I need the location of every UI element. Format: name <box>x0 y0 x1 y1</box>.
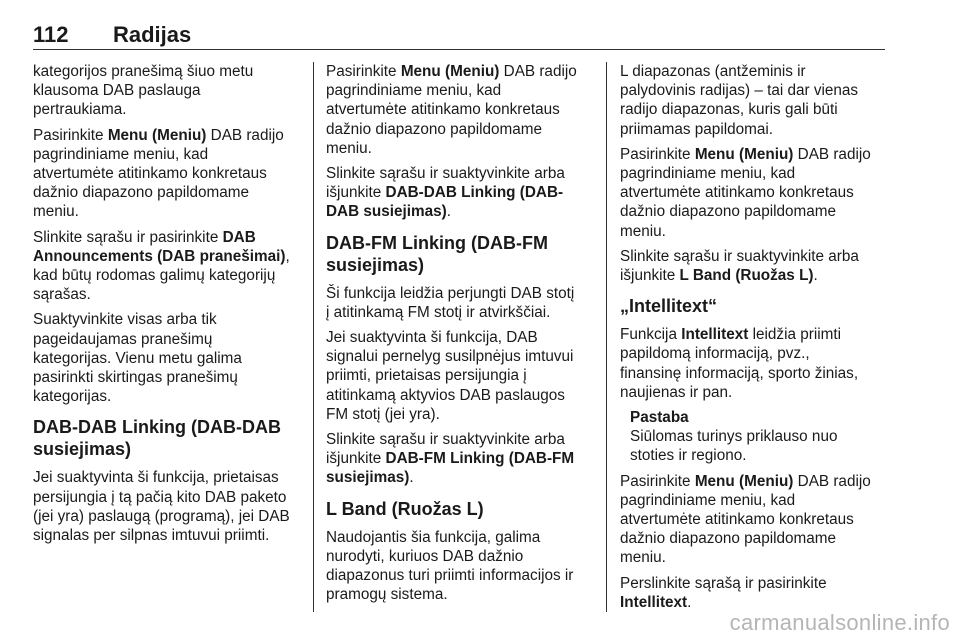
text: . <box>813 267 818 285</box>
note-box <box>620 408 886 466</box>
text: DAB radijo pagrindiniame meniu, kad atvertumėte atitinkamo konkretaus dažnio diapazono papildomame meniu. <box>33 126 284 221</box>
bold-term: Menu (Meniu) <box>400 63 500 80</box>
paragraph <box>326 164 592 222</box>
chapter-title: Radijas <box>113 22 192 47</box>
text: . <box>687 593 692 611</box>
paragraph <box>33 126 301 222</box>
section-heading: L Band (Ruožas L) <box>326 498 484 519</box>
text: DAB radijo pagrindiniame meniu, kad atvertumėte atitinkamo konkretaus dažnio diapazono papildomame meniu. <box>620 145 871 240</box>
text: Pasirinkite <box>620 472 695 490</box>
text: Pasirinkite <box>33 126 108 144</box>
note-title: Pastaba <box>630 409 689 427</box>
paragraph <box>620 325 886 402</box>
bold-term: DAB-FM Linking (DAB-FM susiejimas) <box>326 450 575 487</box>
watermark: carmanualsonline.info <box>729 610 950 635</box>
paragraph: L diapazonas (antžeminis ir palydovinis radijas) – tai dar vienas radijo diapazonas, kuris gali būti priimamas papildomai. <box>620 63 859 138</box>
text: Slinkite sąrašu ir pasirinkite <box>33 228 223 246</box>
text: leidžia priimti papildomą informaciją, pvz., finansinę informaciją, sporto žinias, naujienas ir pan. <box>620 326 859 401</box>
bold-term: L Band (Ruožas L) <box>679 267 814 285</box>
bold-term: Intellitext <box>620 593 688 611</box>
section-heading: DAB-DAB Linking (DAB-DAB susiejimas) <box>33 417 281 460</box>
paragraph: Suaktyvinkite visas arba tik pageidaujamas pranešimų kategorijas. Vienu metu galima pasirinkti skirtingas pranešimų kategorijas. <box>33 311 242 406</box>
section-heading: „Intellitext“ <box>620 296 718 317</box>
text-column-2 <box>326 62 592 610</box>
text: Slinkite sąrašu ir suaktyvinkite arba išjunkite <box>620 247 859 285</box>
text: Slinkite sąrašu ir suaktyvinkite arba išjunkite <box>326 165 565 202</box>
text: , kad būtų rodomas galimų kategorijų sąrašas. <box>33 247 290 304</box>
text: Perslinkite sąrašą ir pasirinkite <box>620 574 827 592</box>
bold-term: DAB Announcements (DAB pranešimai) <box>33 228 286 265</box>
note-body: Siūlomas turinys priklauso nuo stoties ir regiono. <box>630 428 838 465</box>
text-column-3 <box>620 62 886 618</box>
text-column-1 <box>33 62 301 551</box>
paragraph: Jei suaktyvinta ši funkcija, prietaisas persijungia į tą pačią kito DAB paketo (jei yra) paslaugą (programą), jei DAB signalas per silpnas imtuvui priimti. <box>33 469 290 545</box>
paragraph: kategorijos pranešimą šiuo metu klausoma DAB paslauga pertraukiama. <box>33 63 254 119</box>
paragraph <box>620 145 886 241</box>
paragraph: Jei suaktyvinta ši funkcija, DAB signalui pernelyg susilpnėjus imtuvui priimti, prietaisas persijungia į atitinkamą aktyvios DAB paslaugos FM stotį (jei yra). <box>326 329 574 423</box>
section-heading: DAB-FM Linking (DAB-FM susiejimas) <box>326 232 548 275</box>
paragraph <box>620 247 886 285</box>
paragraph <box>620 472 886 568</box>
bold-term: Intellitext <box>681 326 749 344</box>
bold-term: Menu (Meniu) <box>107 126 207 144</box>
paragraph <box>326 62 592 158</box>
bold-term: DAB-DAB Linking (DAB- DAB susiejimas) <box>326 184 564 221</box>
text: Funkcija <box>620 326 682 344</box>
header-rule <box>33 49 885 50</box>
text: . <box>446 203 451 221</box>
paragraph: Ši funkcija leidžia perjungti DAB stotį į atitinkamą FM stotį ir atvirkščiai. <box>326 284 575 321</box>
page-header <box>33 22 885 52</box>
bold-term: Menu (Meniu) <box>694 472 794 490</box>
column-divider <box>606 62 607 612</box>
text: . <box>409 469 414 487</box>
bold-term: Menu (Meniu) <box>694 145 794 163</box>
paragraph <box>33 228 301 305</box>
text: DAB radijo pagrindiniame meniu, kad atvertumėte atitinkamo konkretaus dažnio diapazono papildomame meniu. <box>326 63 577 157</box>
text: Slinkite sąrašu ir suaktyvinkite arba išjunkite <box>326 431 565 468</box>
paragraph <box>620 574 886 612</box>
page-number: 112 <box>33 22 69 47</box>
paragraph <box>326 430 592 488</box>
column-divider <box>313 62 314 612</box>
text: Pasirinkite <box>620 145 695 163</box>
paragraph: Naudojantis šia funkcija, galima nurodyti, kuriuos DAB dažnio diapazonus turi priimti informacijos ir pramogų sistema. <box>326 528 574 604</box>
text: Pasirinkite <box>326 63 401 80</box>
text: DAB radijo pagrindiniame meniu, kad atvertumėte atitinkamo konkretaus dažnio diapazono papildomame meniu. <box>620 472 871 567</box>
